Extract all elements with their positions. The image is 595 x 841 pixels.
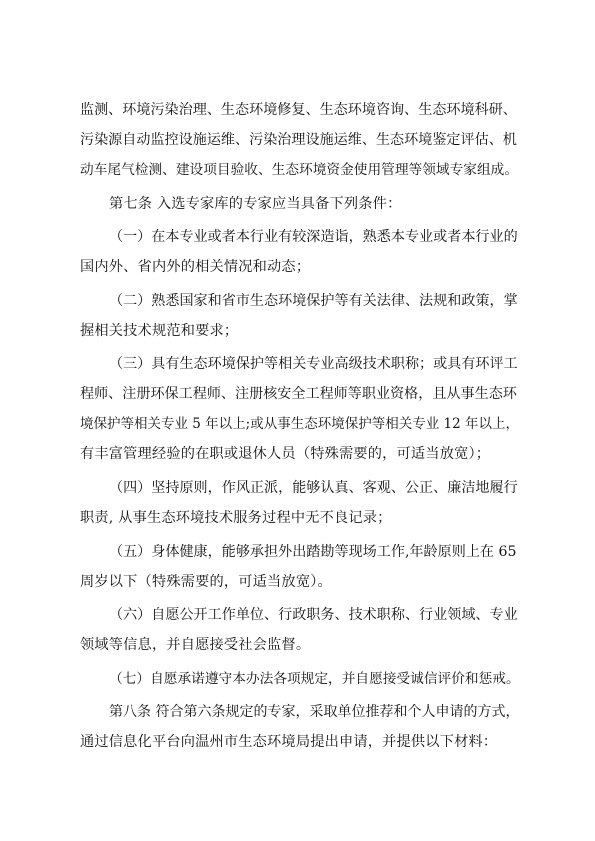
text-line: 职责, 从事生态环境技术服务过程中无不良记录； — [80, 510, 392, 526]
article-8-heading: 第八条 符合第六条规定的专家，采取单位推荐和个人申请的方式， — [109, 704, 520, 720]
condition-1: （一）在本专业或者本行业有较深造诣，熟悉本专业或者本行业的 — [109, 229, 518, 245]
text-line: 监测、环境污染治理、生态环境修复、生态环境咨询、生态环境科研、 — [80, 102, 517, 118]
text-line: 有丰富管理经验的在职或退休人员（特殊需要的，可适当放宽）； — [80, 446, 491, 462]
text-line: 程师、注册环保工程师、注册核安全工程师等职业资格，且从事生态环 — [80, 386, 517, 402]
condition-7: （七）自愿承诺遵守本办法各项规定，并自愿接受诚信评价和惩戒。 — [109, 671, 520, 687]
text-line: 国内外、省内外的相关情况和动态； — [80, 259, 311, 275]
text-line: 境保护等相关专业 5 年以上;或从事生态环境保护等相关专业 12 年以上， — [80, 416, 519, 432]
article-7-heading: 第七条 入选专家库的专家应当具备下列条件： — [109, 196, 402, 212]
text-line: 污染源自动监控设施运维、污染治理设施运维、生态环境鉴定评估、机 — [80, 132, 517, 148]
condition-5: （五）身体健康，能够承担外出踏勘等现场工作,年龄原则上在 65 — [109, 544, 517, 560]
text-line: 周岁以下（特殊需要的，可适当放宽）。 — [80, 574, 332, 590]
condition-2: （二）熟悉国家和省市生态环境保护等有关法律、法规和政策，掌 — [109, 293, 518, 309]
condition-3: （三）具有生态环境保护等相关专业高级技术职称；或具有环评工 — [109, 356, 518, 372]
condition-6: （六）自愿公开工作单位、行政职务、技术职称、行业领域、专业 — [109, 607, 518, 623]
text-line: 握相关技术规范和要求； — [80, 323, 239, 339]
text-line: 领域等信息，并自愿接受社会监督。 — [80, 637, 311, 653]
text-line: 通过信息化平台向温州市生态环境局提出申请，并提供以下材料： — [80, 734, 498, 750]
condition-4: （四）坚持原则，作风正派，能够认真、客观、公正、廉洁地履行 — [109, 480, 518, 496]
text-line: 动车尾气检测、建设项目验收、生态环境资金使用管理等领域专家组成。 — [80, 162, 519, 178]
